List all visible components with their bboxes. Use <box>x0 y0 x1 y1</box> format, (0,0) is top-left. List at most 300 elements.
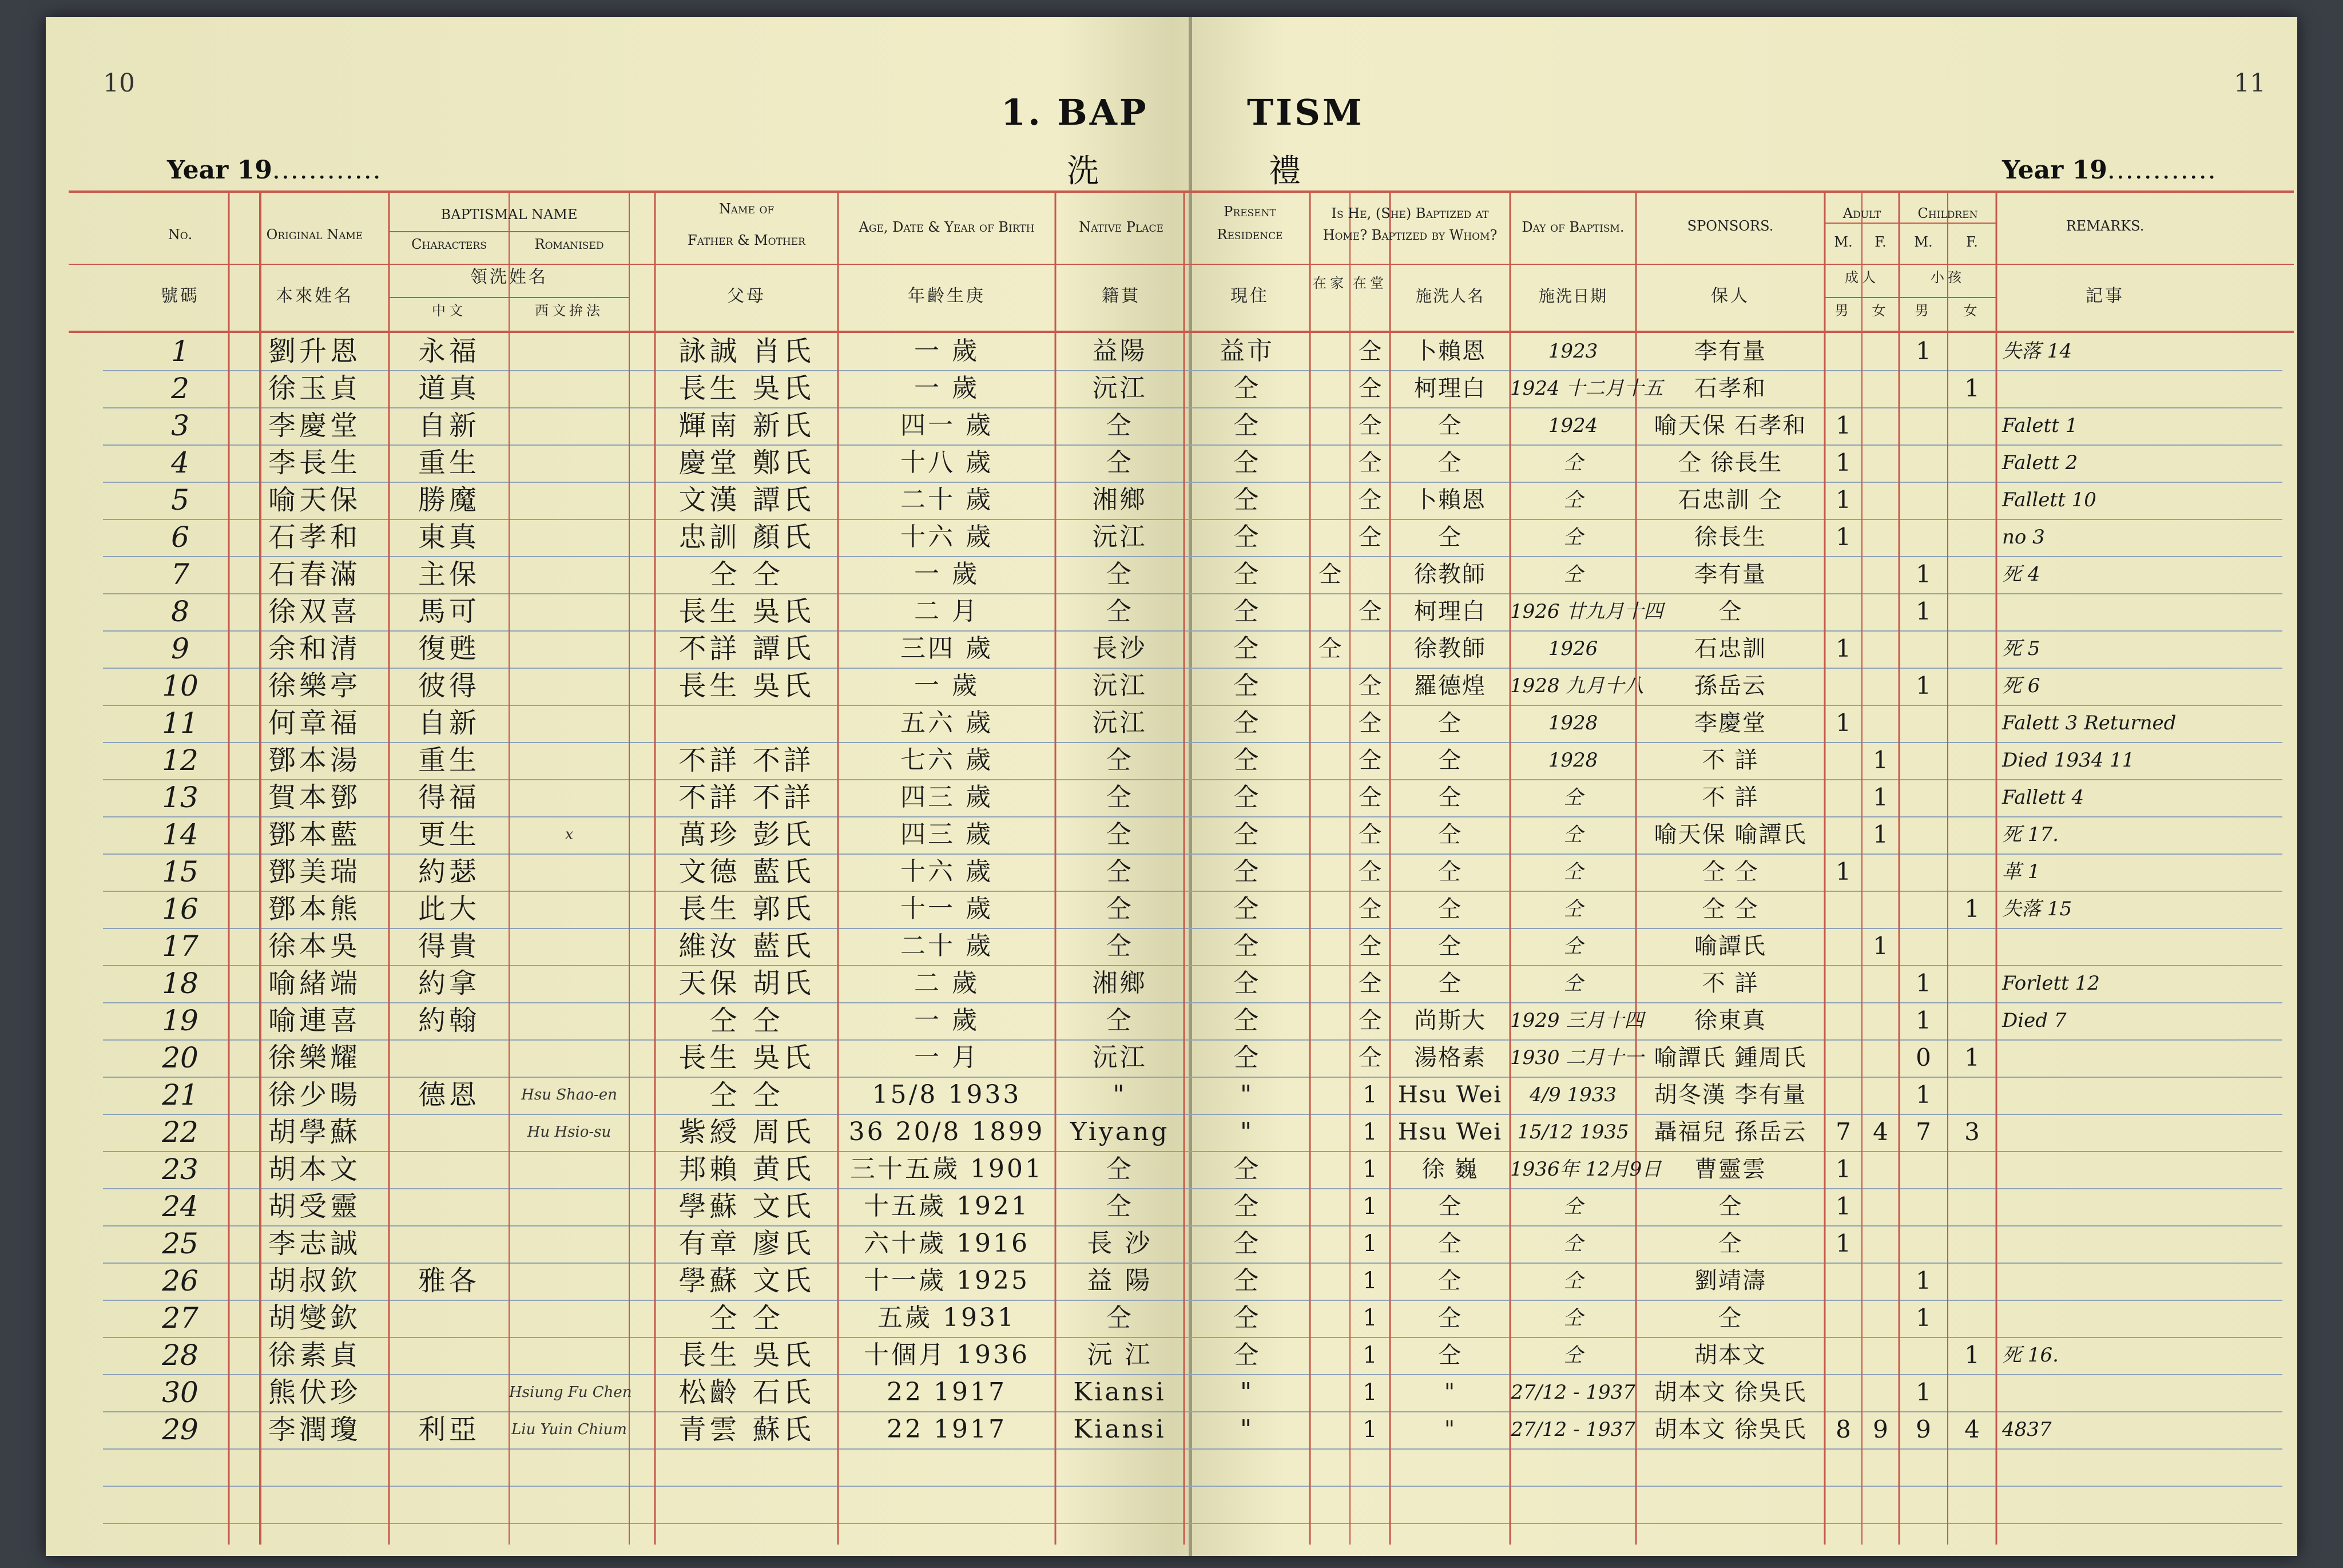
entry-no: 21 <box>162 1078 198 1112</box>
entry-church: 1 <box>1363 1119 1377 1145</box>
entry-no: 26 <box>162 1264 198 1297</box>
entry-church: 1 <box>1363 1305 1377 1331</box>
entry-rem <box>2002 594 2219 629</box>
entry-rom <box>509 743 629 778</box>
entry-age: 十八 歲 <box>900 448 993 477</box>
entry-rem <box>2002 1263 2219 1299</box>
entry-age: 十五歲 1921 <box>864 1192 1030 1221</box>
entry-home <box>1310 1226 1350 1261</box>
entry-by: 仝 <box>1438 524 1462 550</box>
hdr-zh-adult-female: 女 <box>1872 303 1889 319</box>
entry-cm <box>1899 780 1948 815</box>
entry-by: 仝 <box>1438 747 1462 773</box>
entry-parents: 松齡 石氏 <box>678 1376 815 1408</box>
entry-cf: 4 <box>1964 1415 1980 1443</box>
entry-chars: 利亞 <box>418 1414 480 1446</box>
entry-cf <box>1948 519 1996 555</box>
entry-am: 7 <box>1836 1118 1851 1146</box>
entry-am: 8 <box>1836 1415 1851 1443</box>
entry-cm: 1 <box>1916 1006 1931 1034</box>
entry-name: 鄧本藍 <box>268 819 361 851</box>
entry-res: 仝 <box>1233 559 1261 589</box>
entry-no: 11 <box>162 706 198 740</box>
entry-rem: Died 7 <box>2002 1009 2067 1032</box>
entry-native: 仝 <box>1106 931 1134 960</box>
entry-af <box>1862 891 1899 927</box>
entry-cm <box>1899 408 1948 443</box>
entry-day: 仝 <box>1563 489 1583 511</box>
entry-church: 仝 <box>1359 598 1381 625</box>
entry-home <box>1310 371 1350 406</box>
entry-church: 1 <box>1363 1342 1377 1368</box>
entry-day: 1928 九月十八 <box>1510 674 1644 697</box>
entry-cm <box>1899 1152 1948 1187</box>
entry-rem: Falett 2 <box>2002 451 2078 474</box>
entry-chars: 約瑟 <box>418 856 480 888</box>
entry-chars: 重生 <box>418 744 480 776</box>
entry-cm <box>1899 519 1948 555</box>
entry-am <box>1825 1003 1862 1038</box>
entry-af: 9 <box>1873 1415 1888 1443</box>
entry-cm <box>1899 928 1948 964</box>
entry-chars <box>389 1300 509 1336</box>
entry-res: 仝 <box>1233 968 1261 998</box>
entry-af <box>1862 594 1899 629</box>
entry-age: 三十五歲 1901 <box>850 1154 1043 1184</box>
entry-church: 仝 <box>1359 1007 1381 1034</box>
entry-day: 仝 <box>1563 860 1583 883</box>
entry-rem: Fallett 4 <box>2002 786 2084 809</box>
entry-church: 仝 <box>1359 933 1381 959</box>
entry-name: 徐樂亭 <box>268 670 361 702</box>
entry-chars: 得福 <box>418 781 480 813</box>
entry-name: 胡本文 <box>268 1153 361 1185</box>
entry-rem <box>2002 1189 2219 1224</box>
entry-parents: 不詳 譚氏 <box>678 633 815 665</box>
entry-church: 仝 <box>1359 524 1381 550</box>
entry-native: 益 陽 <box>1087 1266 1153 1295</box>
entry-age: 五歲 1931 <box>877 1303 1016 1332</box>
entry-parents: 學蘇 文氏 <box>678 1190 815 1222</box>
entry-home <box>1310 891 1350 927</box>
entry-parents: 長生 吳氏 <box>678 1042 815 1074</box>
entry-cm: 1 <box>1916 597 1931 625</box>
entry-native: 仝 <box>1106 783 1134 812</box>
entry-am <box>1825 891 1862 927</box>
entry-rom <box>509 1189 629 1224</box>
entry-af <box>1862 1263 1899 1299</box>
entry-age: 二 歲 <box>914 968 979 998</box>
entry-home: 仝 <box>1319 561 1341 587</box>
entry-age: 一 歲 <box>914 336 979 366</box>
entry-name: 余和清 <box>268 633 361 665</box>
entry-day: 仝 <box>1563 526 1583 549</box>
entry-name: 熊伏珍 <box>268 1376 361 1408</box>
entry-rom <box>509 705 629 741</box>
entry-am <box>1825 1077 1862 1113</box>
entry-by: 仝 <box>1438 821 1462 848</box>
entry-no: 8 <box>171 595 189 628</box>
entry-af <box>1862 631 1899 666</box>
hdr-children: Children <box>1917 205 1978 221</box>
entry-res: 仝 <box>1233 1340 1261 1369</box>
entry-am: 1 <box>1836 1192 1851 1220</box>
entry-home <box>1310 1040 1350 1075</box>
entry-day: 仝 <box>1563 898 1583 920</box>
entry-af: 1 <box>1873 746 1888 774</box>
entry-native: 仝 <box>1106 745 1134 775</box>
entry-name: 徐玉貞 <box>268 372 361 404</box>
entry-day: 仝 <box>1563 1307 1583 1329</box>
entry-day: 4/9 1933 <box>1529 1083 1617 1106</box>
entry-cf <box>1948 408 1996 443</box>
entry-parents: 仝 仝 <box>709 558 784 590</box>
title-right: TISM <box>1247 92 1364 133</box>
entry-home <box>1310 817 1350 852</box>
entry-day: 仝 <box>1563 1269 1583 1292</box>
entry-res: 仝 <box>1233 448 1261 477</box>
entry-cf <box>1948 743 1996 778</box>
entry-cf <box>1948 445 1996 481</box>
entry-af <box>1862 668 1899 704</box>
entry-no: 3 <box>171 409 189 442</box>
entry-af <box>1862 482 1899 518</box>
entry-church: 1 <box>1363 1379 1377 1406</box>
entry-am <box>1825 668 1862 704</box>
entry-cf <box>1948 928 1996 964</box>
entry-cm: 9 <box>1916 1415 1931 1443</box>
entry-res: 仝 <box>1233 1043 1261 1072</box>
entry-af <box>1862 1152 1899 1187</box>
entry-age: 一 歲 <box>914 374 979 403</box>
entry-native: 仝 <box>1106 1154 1134 1184</box>
entry-rom <box>509 519 629 555</box>
entry-day: 1926 <box>1548 637 1598 660</box>
entry-rom <box>509 1337 629 1373</box>
entry-af <box>1862 854 1899 890</box>
entry-no: 7 <box>171 558 189 591</box>
hdr-zh-adult: 成人 <box>1845 269 1879 285</box>
entry-rem <box>2002 371 2219 406</box>
entry-cm <box>1899 371 1948 406</box>
entry-home <box>1310 854 1350 890</box>
hdr-characters: Characters <box>411 236 487 252</box>
entry-age: 四三 歲 <box>900 783 993 812</box>
entry-home <box>1310 1263 1350 1299</box>
entry-sponsors: 胡本文 徐吳氏 <box>1654 1379 1807 1406</box>
entry-chars: 雅各 <box>418 1265 480 1297</box>
entry-rom <box>509 1040 629 1075</box>
entry-af <box>1862 1040 1899 1075</box>
entry-sponsors: 李慶堂 <box>1694 710 1766 736</box>
entry-parents: 長生 吳氏 <box>678 1339 815 1371</box>
entry-no: 29 <box>162 1413 198 1446</box>
entry-name: 石孝和 <box>268 521 361 553</box>
entry-native: 仝 <box>1106 820 1134 849</box>
entry-res: 仝 <box>1233 1154 1261 1184</box>
entry-name: 李長生 <box>268 447 361 479</box>
entry-rem: 革 1 <box>2002 860 2040 883</box>
entry-am: 1 <box>1836 448 1851 477</box>
entry-church: 1 <box>1363 1082 1377 1108</box>
entry-res: 仝 <box>1233 1266 1261 1295</box>
hdr-original-name: Original Name <box>266 227 363 243</box>
entry-native: 仝 <box>1106 1006 1134 1035</box>
entry-rem: 死 17. <box>2002 823 2059 846</box>
entry-no: 30 <box>162 1376 198 1409</box>
entry-chars <box>389 1189 509 1224</box>
entry-home <box>1310 445 1350 481</box>
entry-cm: 1 <box>1916 1081 1931 1109</box>
entry-name: 鄧美瑞 <box>268 856 361 888</box>
entry-rem <box>2002 1226 2219 1261</box>
entry-church: 1 <box>1363 1156 1377 1182</box>
entry-chars: 東真 <box>418 521 480 553</box>
entry-native: 沅江 <box>1092 671 1147 700</box>
entry-parents: 長生 吳氏 <box>678 372 815 404</box>
entry-af <box>1862 408 1899 443</box>
entry-res: 仝 <box>1233 1303 1261 1332</box>
entry-by: 徐教師 <box>1414 636 1486 662</box>
hdr-zh-western: 西文拚法 <box>535 303 603 319</box>
entry-age: 一 歲 <box>914 671 979 700</box>
entry-rem: 死 4 <box>2002 563 2040 586</box>
entry-cf: 1 <box>1964 1341 1980 1369</box>
hdr-home-by-whom: Home? Baptized by Whom? <box>1323 227 1498 243</box>
entry-native: 益陽 <box>1092 336 1147 366</box>
entry-rom <box>509 854 629 890</box>
entry-cf <box>1948 1189 1996 1224</box>
entry-res: 仝 <box>1233 597 1261 626</box>
entry-no: 15 <box>162 855 198 888</box>
hdr-zh-child-male: 男 <box>1915 303 1932 319</box>
entry-parents: 長生 吳氏 <box>678 596 815 628</box>
entry-cf: 3 <box>1964 1118 1980 1146</box>
entry-by: 仝 <box>1438 859 1462 885</box>
entry-no: 4 <box>171 446 189 479</box>
entry-rom: Hsiung Fu Chen <box>509 1384 632 1401</box>
entry-by: 柯理白 <box>1414 375 1486 402</box>
entry-by: 仝 <box>1438 1268 1462 1294</box>
entry-sponsors: 喻天保 石孝和 <box>1654 412 1807 439</box>
entry-af <box>1862 445 1899 481</box>
entry-name: 鄧本湯 <box>268 744 361 776</box>
entry-parents: 輝南 新氏 <box>678 410 815 442</box>
entry-res: 仝 <box>1233 745 1261 775</box>
entry-day: 仝 <box>1563 935 1583 958</box>
entry-chars <box>389 1114 509 1150</box>
entry-no: 25 <box>162 1227 198 1260</box>
entry-name: 胡學蘇 <box>268 1116 361 1148</box>
entry-res: " <box>1240 1080 1254 1109</box>
hdr-zh-child-female: 女 <box>1963 303 1981 319</box>
entry-name: 賀本鄧 <box>268 781 361 813</box>
hdr-father-mother: Father & Mother <box>688 232 805 248</box>
entry-chars <box>389 1375 509 1410</box>
entry-rom <box>509 1226 629 1261</box>
entry-sponsors: 仝 仝 <box>1702 896 1759 922</box>
entry-parents <box>655 705 838 741</box>
entry-res: " <box>1240 1117 1254 1146</box>
entry-cm <box>1899 1226 1948 1261</box>
entry-native: Kiansi <box>1073 1378 1166 1407</box>
entry-am: 1 <box>1836 523 1851 551</box>
entry-no: 18 <box>162 967 198 1000</box>
entry-chars: 永福 <box>418 335 480 367</box>
entry-parents: 文漢 譚氏 <box>678 484 815 516</box>
entry-rom: Liu Yuin Chium <box>511 1421 627 1438</box>
entry-cf <box>1948 854 1996 890</box>
subtitle-left: 洗 <box>1067 153 1099 190</box>
entry-cm: 1 <box>1916 1304 1931 1332</box>
entry-sponsors: 李有量 <box>1694 338 1766 364</box>
entry-cm: 1 <box>1916 672 1931 700</box>
entry-native: Yiyang <box>1070 1117 1170 1146</box>
hdr-remarks: REMARKS. <box>2066 218 2145 234</box>
entry-name: 李志誠 <box>268 1228 361 1260</box>
hdr-day-of-baptism: Day of Baptism. <box>1522 219 1625 235</box>
entry-age: 二 月 <box>914 597 979 626</box>
entry-am: 1 <box>1836 709 1851 737</box>
entry-parents: 不詳 不詳 <box>678 744 815 776</box>
entry-no: 13 <box>162 781 198 814</box>
entry-rem: 4837 <box>2002 1418 2052 1441</box>
entry-day: 1923 <box>1548 340 1598 363</box>
entry-am <box>1825 1375 1862 1410</box>
entry-age: 十六 歲 <box>900 857 993 886</box>
entry-by: 仝 <box>1438 784 1462 811</box>
entry-no: 10 <box>162 669 198 702</box>
entry-church: 仝 <box>1359 896 1381 922</box>
entry-af <box>1862 1375 1899 1410</box>
hdr-baptismal-name: BAPTISMAL NAME <box>440 207 578 223</box>
entry-chars: 重生 <box>418 447 480 479</box>
hdr-zh-baptismal: 領洗姓名 <box>470 267 548 287</box>
entry-age: 四一 歲 <box>900 411 993 440</box>
entry-by: 湯格素 <box>1414 1045 1486 1071</box>
entry-chars: 此大 <box>418 893 480 925</box>
entry-am: 1 <box>1836 634 1851 662</box>
entry-day: 仝 <box>1563 1232 1583 1255</box>
entry-cf: 1 <box>1964 374 1980 402</box>
entry-age: 一 歲 <box>914 1006 979 1035</box>
entry-res: 仝 <box>1233 374 1261 403</box>
entry-af: 1 <box>1873 783 1888 811</box>
entry-name: 胡叔欽 <box>268 1265 361 1297</box>
entry-res: 仝 <box>1233 857 1261 886</box>
entry-age: 十一歲 1925 <box>864 1266 1030 1295</box>
entry-age: 三四 歲 <box>900 634 993 663</box>
entry-cf <box>1948 817 1996 852</box>
entry-rem: 失落 15 <box>2002 898 2072 920</box>
entry-native: 湘鄉 <box>1092 968 1147 998</box>
entry-rom: Hu Hsio-su <box>527 1124 611 1141</box>
entry-rom <box>509 445 629 481</box>
entry-no: 27 <box>162 1301 198 1335</box>
entry-af <box>1862 966 1899 1001</box>
entry-sponsors: 石孝和 <box>1694 375 1766 402</box>
entry-church: 仝 <box>1359 450 1381 476</box>
entry-age: 七六 歲 <box>900 745 993 775</box>
entry-rom <box>509 780 629 815</box>
entry-no: 2 <box>171 372 189 405</box>
hdr-zh-remarks: 記事 <box>2086 286 2124 306</box>
entry-by: 仝 <box>1438 896 1462 922</box>
entry-cf <box>1948 482 1996 518</box>
entry-res: 益市 <box>1220 336 1274 366</box>
entry-rem: Forlett 12 <box>2002 972 2100 995</box>
entry-chars: 德恩 <box>418 1079 480 1111</box>
entry-rem <box>2002 1300 2219 1336</box>
hdr-romanised: Romanised <box>534 236 604 252</box>
entry-cm <box>1899 854 1948 890</box>
hdr-zh-parents: 父母 <box>727 286 766 306</box>
entry-af <box>1862 519 1899 555</box>
entry-parents: 慶堂 鄭氏 <box>678 447 815 479</box>
entry-home <box>1310 705 1350 741</box>
entry-by: 仝 <box>1438 1230 1462 1257</box>
entry-no: 12 <box>162 744 198 777</box>
hdr-zh-no: 號碼 <box>161 286 200 306</box>
entry-home <box>1310 1189 1350 1224</box>
entry-res: 仝 <box>1233 411 1261 440</box>
entry-rem <box>2002 1114 2219 1150</box>
entry-sponsors: 石忠訓 <box>1694 636 1766 662</box>
entry-day: 仝 <box>1563 786 1583 809</box>
entry-am: 1 <box>1836 858 1851 886</box>
entry-name: 石春滿 <box>268 558 361 590</box>
entry-chars: 勝魔 <box>418 484 480 516</box>
entry-home <box>1310 1003 1350 1038</box>
entry-cf <box>1948 780 1996 815</box>
entry-chars: 復甦 <box>418 633 480 665</box>
entry-res: " <box>1240 1378 1254 1407</box>
entry-rom <box>509 1152 629 1187</box>
hdr-zh-home: 在家 <box>1313 275 1347 291</box>
entry-cm: 1 <box>1916 560 1931 588</box>
entry-name: 喻天保 <box>268 484 361 516</box>
hdr-child-m: M. <box>1914 234 1933 250</box>
entry-native: 仝 <box>1106 894 1134 923</box>
entry-native: 長沙 <box>1092 634 1147 663</box>
entry-rom <box>509 668 629 704</box>
entry-sponsors: 喻譚氏 鍾周氏 <box>1654 1045 1807 1071</box>
title-left: 1. BAP <box>1001 92 1149 133</box>
entry-rom: x <box>565 826 574 843</box>
entry-by: 徐 巍 <box>1421 1156 1479 1182</box>
entry-am: 1 <box>1836 1155 1851 1183</box>
entry-rom <box>509 1263 629 1299</box>
entry-sponsors: 胡冬漢 李有量 <box>1654 1082 1807 1108</box>
entry-cf <box>1948 334 1996 369</box>
entry-rem: 死 16. <box>2002 1344 2059 1367</box>
entry-by: 卜賴恩 <box>1414 338 1486 364</box>
entry-rem <box>2002 1077 2219 1113</box>
entry-rem: 失落 14 <box>2002 340 2072 363</box>
entry-day: 1930 二月十一 <box>1510 1046 1644 1069</box>
entry-native: 沅江 <box>1092 522 1147 551</box>
entry-am <box>1825 966 1862 1001</box>
hdr-zh-chinese: 中文 <box>432 303 466 319</box>
entry-af: 4 <box>1873 1118 1888 1146</box>
entry-rom <box>509 482 629 518</box>
entry-sponsors: 李有量 <box>1694 561 1766 587</box>
entry-cm: 0 <box>1916 1043 1931 1071</box>
entry-sponsors: 徐東真 <box>1694 1007 1766 1034</box>
entry-age: 四三 歲 <box>900 820 993 849</box>
entry-cm <box>1899 743 1948 778</box>
entry-am <box>1825 780 1862 815</box>
